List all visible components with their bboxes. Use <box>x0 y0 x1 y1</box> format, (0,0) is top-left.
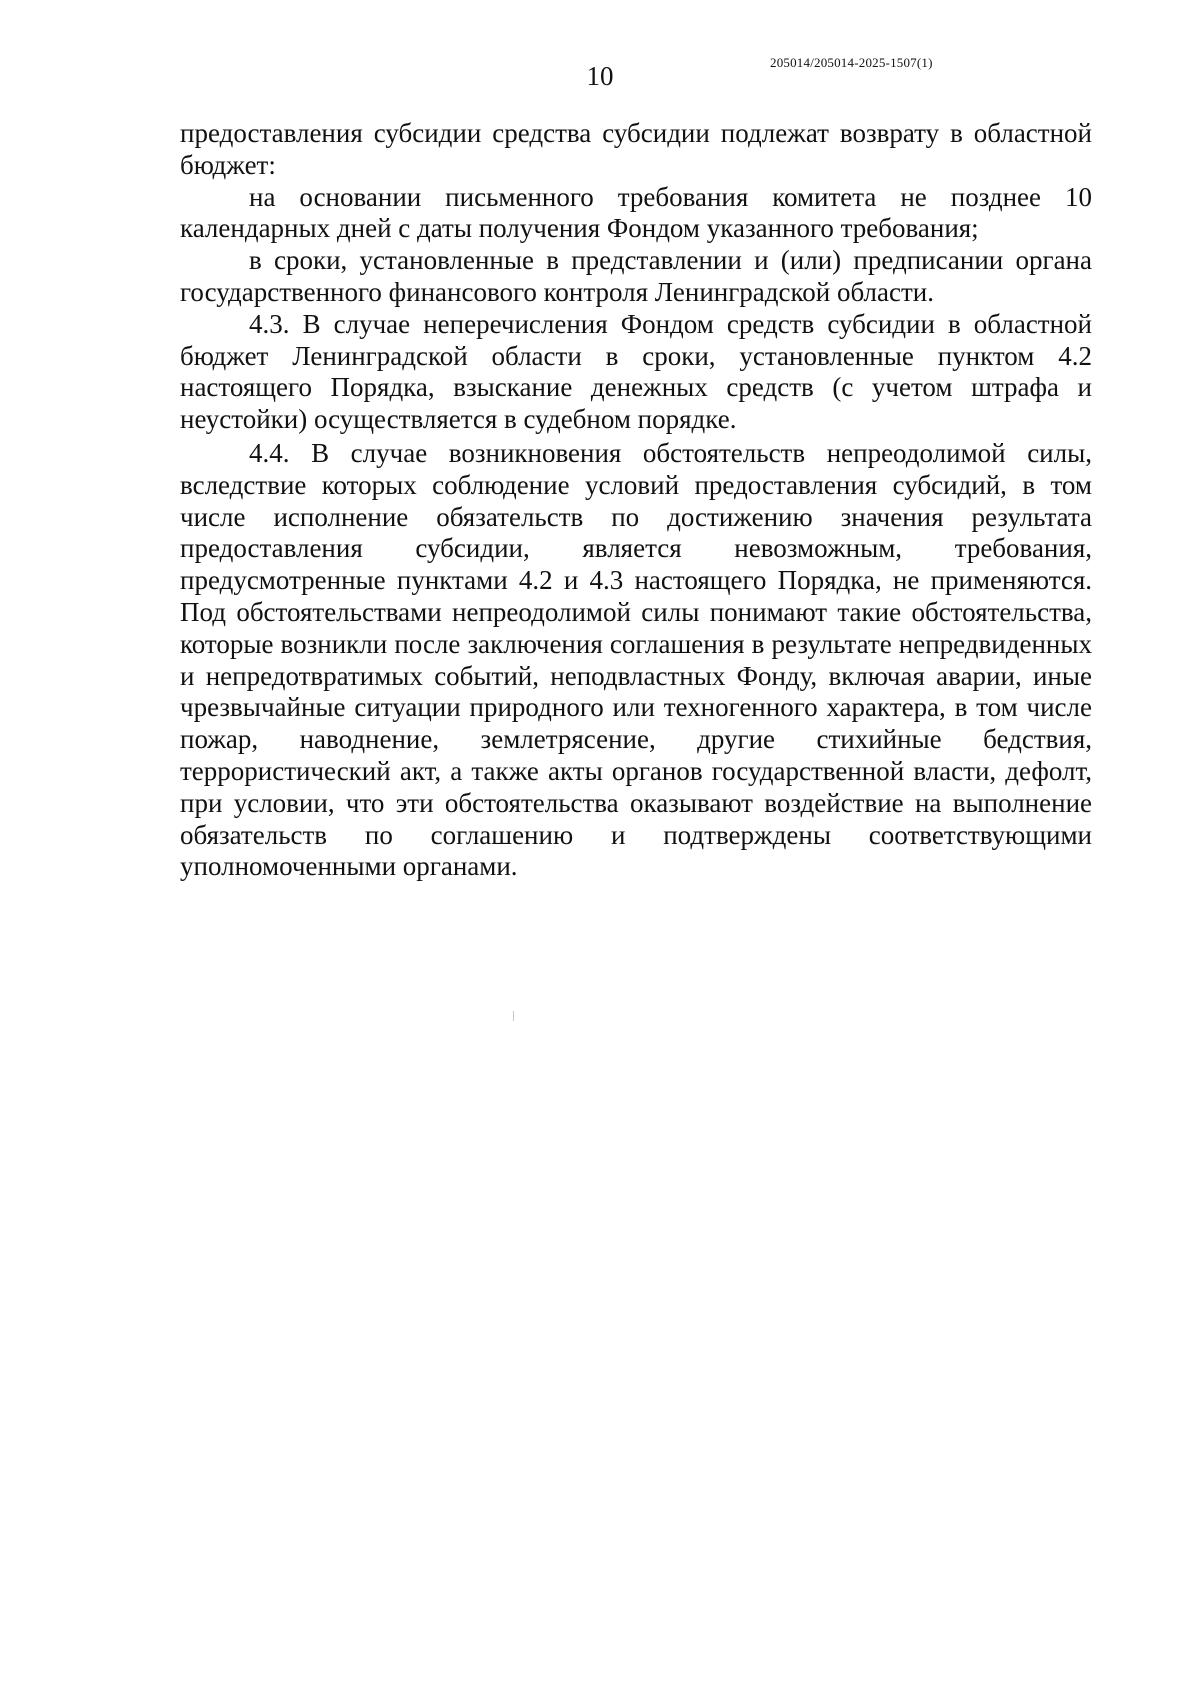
paragraph-control-deadline: в сроки, установленные в представлении и (или) предписании органа государственного финансового контроля Ленинградской области. <box>180 245 1092 307</box>
paragraph-continuation: предоставления субсидии средства субсидии подлежат возврату в областной бюджет: <box>180 118 1092 180</box>
page-number: 10 <box>586 61 614 91</box>
paragraph-clause-4-4: 4.4. В случае возникновения обстоятельств непреодолимой силы, вследствие которых соблюдение условий предоставления субсидий, в том числе исполнение обязательств по достижению значения результата предоставления субсидии, является невозможным, требования, предусмотренные пунктами 4.2 и 4.3 настоящего Порядка, не применяются. Под обстоятельствами непреодолимой силы понимают такие обстоятельства, которые возникли после заключения соглашения в результате непредвиденных и непредотвратимых событий, неподвластных Фонду, включая аварии, иные чрезвычайные ситуации природного или техногенного характера, в том числе пожар, наводнение, землетрясение, другие стихийные бедствия, террористический акт, а также акты органов государственной власти, дефолт, при условии, что эти обстоятельства оказывают воздействие на выполнение обязательств по соглашению и подтверждены соответствующими уполномоченными органами. <box>180 437 1092 882</box>
scan-artifact <box>513 1011 514 1021</box>
document-body <box>180 118 1092 883</box>
document-id: 205014/205014-2025-1507(1) <box>770 55 933 70</box>
paragraph-written-demand: на основании письменного требования комитета не позднее 10 календарных дней с даты получения Фондом указанного требования; <box>180 181 1092 244</box>
paragraph-clause-4-3: 4.3. В случае неперечисления Фондом средств субсидии в областной бюджет Ленинградской области в сроки, установленные пунктом 4.2 настоящего Порядка, взыскание денежных средств (с учетом штрафа и неустойки) осуществляется в судебном порядке. <box>180 308 1092 435</box>
